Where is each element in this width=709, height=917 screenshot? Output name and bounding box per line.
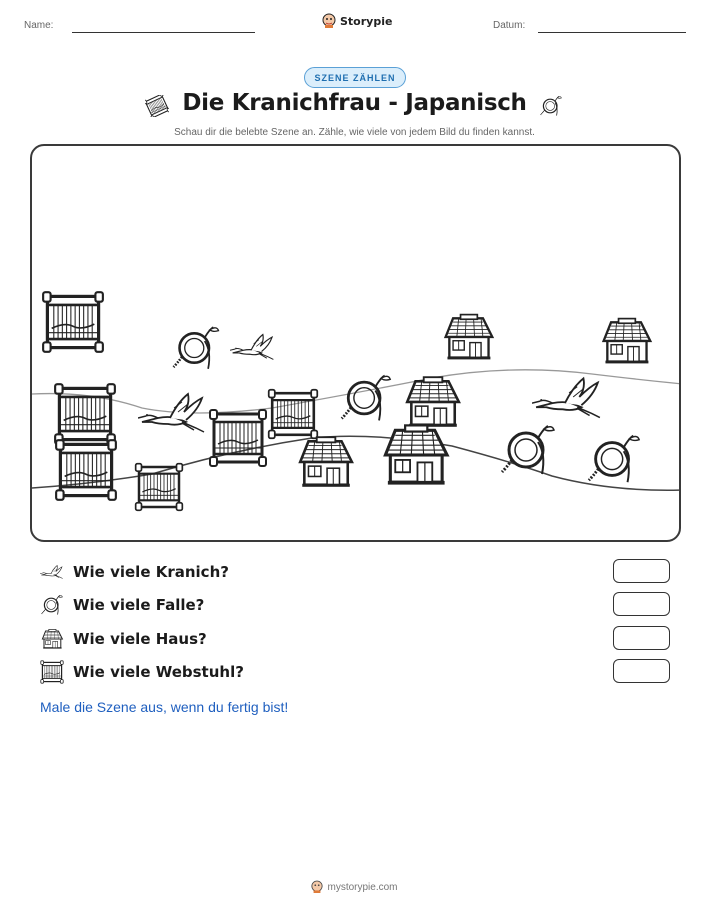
question-text: Wie viele Falle? (73, 596, 205, 614)
crane-icon (532, 372, 604, 424)
answer-box[interactable] (613, 559, 670, 583)
activity-badge: SZENE ZÄHLEN (304, 67, 406, 88)
question-text: Wie viele Kranich? (73, 563, 229, 581)
brand-name: Storypie (340, 14, 393, 28)
page-title: Die Kranichfrau - Japanisch (182, 90, 527, 116)
loom-icon (208, 408, 268, 468)
footer-url[interactable]: mystorypie.com (327, 881, 398, 893)
storypie-logo-icon (322, 13, 336, 29)
counting-scene (30, 144, 681, 542)
trap-icon (498, 420, 558, 480)
storypie-logo-icon (311, 880, 323, 894)
name-field[interactable] (72, 32, 255, 33)
trap-icon (338, 370, 394, 426)
question-row (40, 659, 244, 685)
crane-icon (230, 330, 276, 364)
crane-icon (138, 388, 208, 438)
house-icon (40, 627, 64, 651)
question-row (40, 559, 229, 585)
answer-box[interactable] (613, 592, 670, 616)
loom-icon (41, 290, 105, 354)
loom-icon (267, 388, 319, 440)
house-icon (294, 434, 356, 490)
house-icon (440, 312, 496, 362)
date-field[interactable] (538, 32, 686, 33)
house-icon (598, 316, 654, 366)
footer (0, 880, 709, 894)
trap-icon (40, 593, 64, 617)
loom-icon (40, 660, 64, 684)
scene-hills (32, 146, 681, 542)
question-text: Wie viele Webstuhl? (73, 663, 244, 681)
question-row (40, 592, 204, 618)
trap-icon (170, 322, 222, 374)
loom-icon (53, 382, 117, 446)
brand (322, 13, 392, 29)
date-label: Datum: (493, 20, 526, 31)
loom-icon (134, 462, 184, 512)
answer-box[interactable] (613, 659, 670, 683)
coloring-note: Male die Szene aus, wenn du fertig bist! (40, 699, 289, 715)
name-label: Name: (24, 20, 54, 31)
trap-icon (585, 430, 643, 488)
loom-icon (54, 438, 118, 502)
crane-icon (40, 560, 64, 584)
question-row (40, 626, 207, 652)
answer-box[interactable] (613, 626, 670, 650)
house-icon (378, 422, 452, 488)
trap-icon (539, 94, 563, 118)
instructions: Schau dir die belebte Szene an. Zähle, wie viele von jedem Bild du finden kannst. (174, 127, 535, 138)
question-text: Wie viele Haus? (73, 630, 207, 648)
